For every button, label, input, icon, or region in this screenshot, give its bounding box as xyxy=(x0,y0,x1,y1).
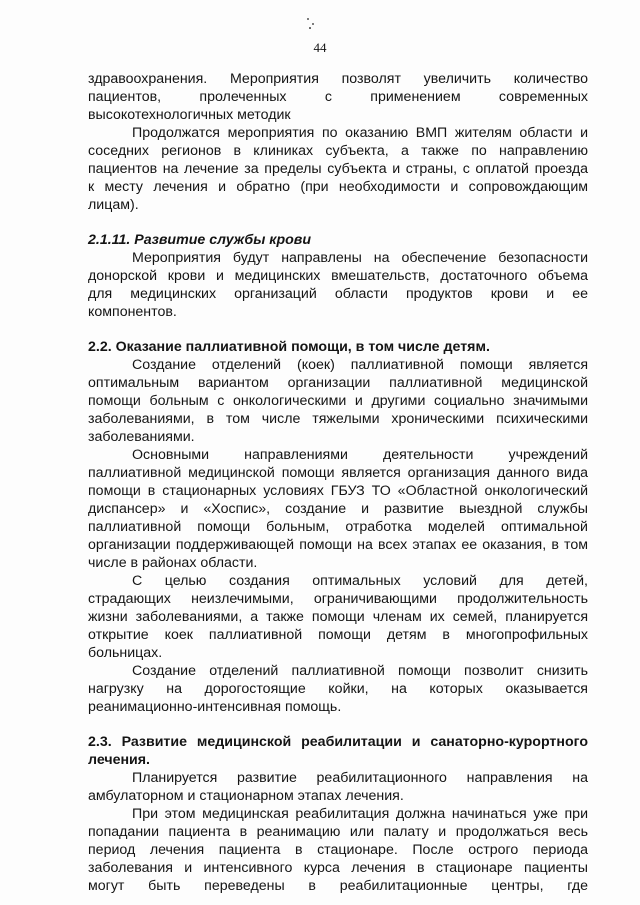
document-body xyxy=(88,70,588,895)
paragraph xyxy=(88,769,588,805)
section-heading xyxy=(88,733,588,769)
paragraph xyxy=(88,356,588,446)
text-line: Создание отделений паллиативной помощи позволит снизить xyxy=(132,663,588,679)
text-line: заболевания и интенсивного курса лечения в стационаре пациенты xyxy=(88,860,588,876)
text-line: могут быть переведены в реабилитационные центры, где xyxy=(88,878,588,894)
scan-speck xyxy=(307,18,309,20)
text-line: попадании пациента в реанимацию или палату и продолжаться весь xyxy=(88,824,588,840)
text-line: амбулаторном и стационарном этапах лечения. xyxy=(88,788,404,804)
paragraph xyxy=(88,70,588,124)
scan-speck xyxy=(312,23,314,25)
text-line: реанимационно-интенсивная помощь. xyxy=(88,699,342,715)
text-line: нагрузку на дорогостоящие койки, на которых оказывается xyxy=(88,681,588,697)
scan-speck xyxy=(309,27,311,29)
text-line: диспансер» и «Хоспис», создание и развитие выездной службы xyxy=(88,501,588,517)
text-line: донорской крови и медицинских вмешательств, достаточного объема xyxy=(88,268,588,284)
text-line: открытие коек паллиативной помощи детям в многопрофильных xyxy=(88,627,588,643)
section-heading xyxy=(88,338,588,356)
text-line: к месту лечения и обратно (при необходимости и сопровождающим xyxy=(88,179,588,195)
paragraph xyxy=(88,249,588,321)
text-line: страдающих неизлечимыми, ограничивающими продолжительность xyxy=(88,591,588,607)
text-line: помощи больным с онкологическими и другими социально значимыми xyxy=(88,393,588,409)
text-line: период лечения пациента в стационаре. После острого периода xyxy=(88,842,588,858)
text-line: оптимальным вариантом организации паллиативной медицинской xyxy=(88,375,588,391)
paragraph xyxy=(88,805,588,895)
text-line: лицам). xyxy=(88,197,139,213)
text-line: пациентов на лечение за пределы субъекта и страны, с оплатой проезда xyxy=(88,161,588,177)
text-line: Основными направлениями деятельности учреждений xyxy=(132,447,588,463)
text-line: паллиативной медицинской помощи является организация данного вида xyxy=(88,465,588,481)
text-line: здравоохранения. Мероприятия позволят увеличить количество xyxy=(88,71,588,87)
text-line: высокотехнологичных методик xyxy=(88,107,291,123)
text-line: больницах. xyxy=(88,645,163,661)
text-line: С целью создания оптимальных условий для детей, xyxy=(132,573,588,589)
text-line: 2.1.11. Развитие службы крови xyxy=(88,232,312,248)
section-heading xyxy=(88,231,588,249)
text-line: заболеваниями, в том числе тяжелыми хроническими психическими xyxy=(88,411,588,427)
paragraph xyxy=(88,446,588,572)
paragraph xyxy=(88,572,588,662)
text-line: При этом медицинская реабилитация должна начинаться уже при xyxy=(132,806,588,822)
text-line: числе в районах области. xyxy=(88,555,258,571)
paragraph xyxy=(88,124,588,214)
text-line: компонентов. xyxy=(88,304,177,320)
paragraph xyxy=(88,662,588,716)
text-line: 2.2. Оказание паллиативной помощи, в том числе детям. xyxy=(88,339,490,355)
text-line: лечения. xyxy=(88,752,151,768)
text-line: помощи в стационарных условиях ГБУЗ ТО «Областной онкологический xyxy=(88,483,588,499)
text-line: организации поддерживающей помощи на всех этапах ее оказания, в том xyxy=(88,537,588,553)
text-line: паллиативной помощи больным, отработка моделей оптимальной xyxy=(88,519,588,535)
text-line: Планируется развитие реабилитационного направления на xyxy=(132,770,588,786)
text-line: для медицинских организаций области продуктов крови и ее xyxy=(88,286,588,302)
text-line: пациентов, пролеченных с применением современных xyxy=(88,89,588,105)
text-line: 2.3. Развитие медицинской реабилитации и санаторно-курортного xyxy=(88,734,588,750)
text-line: Мероприятия будут направлены на обеспечение безопасности xyxy=(132,250,588,266)
text-line: Продолжатся мероприятия по оказанию ВМП жителям области и xyxy=(132,125,588,141)
text-line: жизни заболеваниями, а также помощи членам их семей, планируется xyxy=(88,609,588,625)
page-number: 44 xyxy=(313,40,327,55)
text-line: Создание отделений (коек) паллиативной помощи является xyxy=(132,357,588,373)
text-line: соседних регионов в клиниках субъекта, а также по направлению xyxy=(88,143,588,159)
text-line: заболеваниями. xyxy=(88,429,195,445)
